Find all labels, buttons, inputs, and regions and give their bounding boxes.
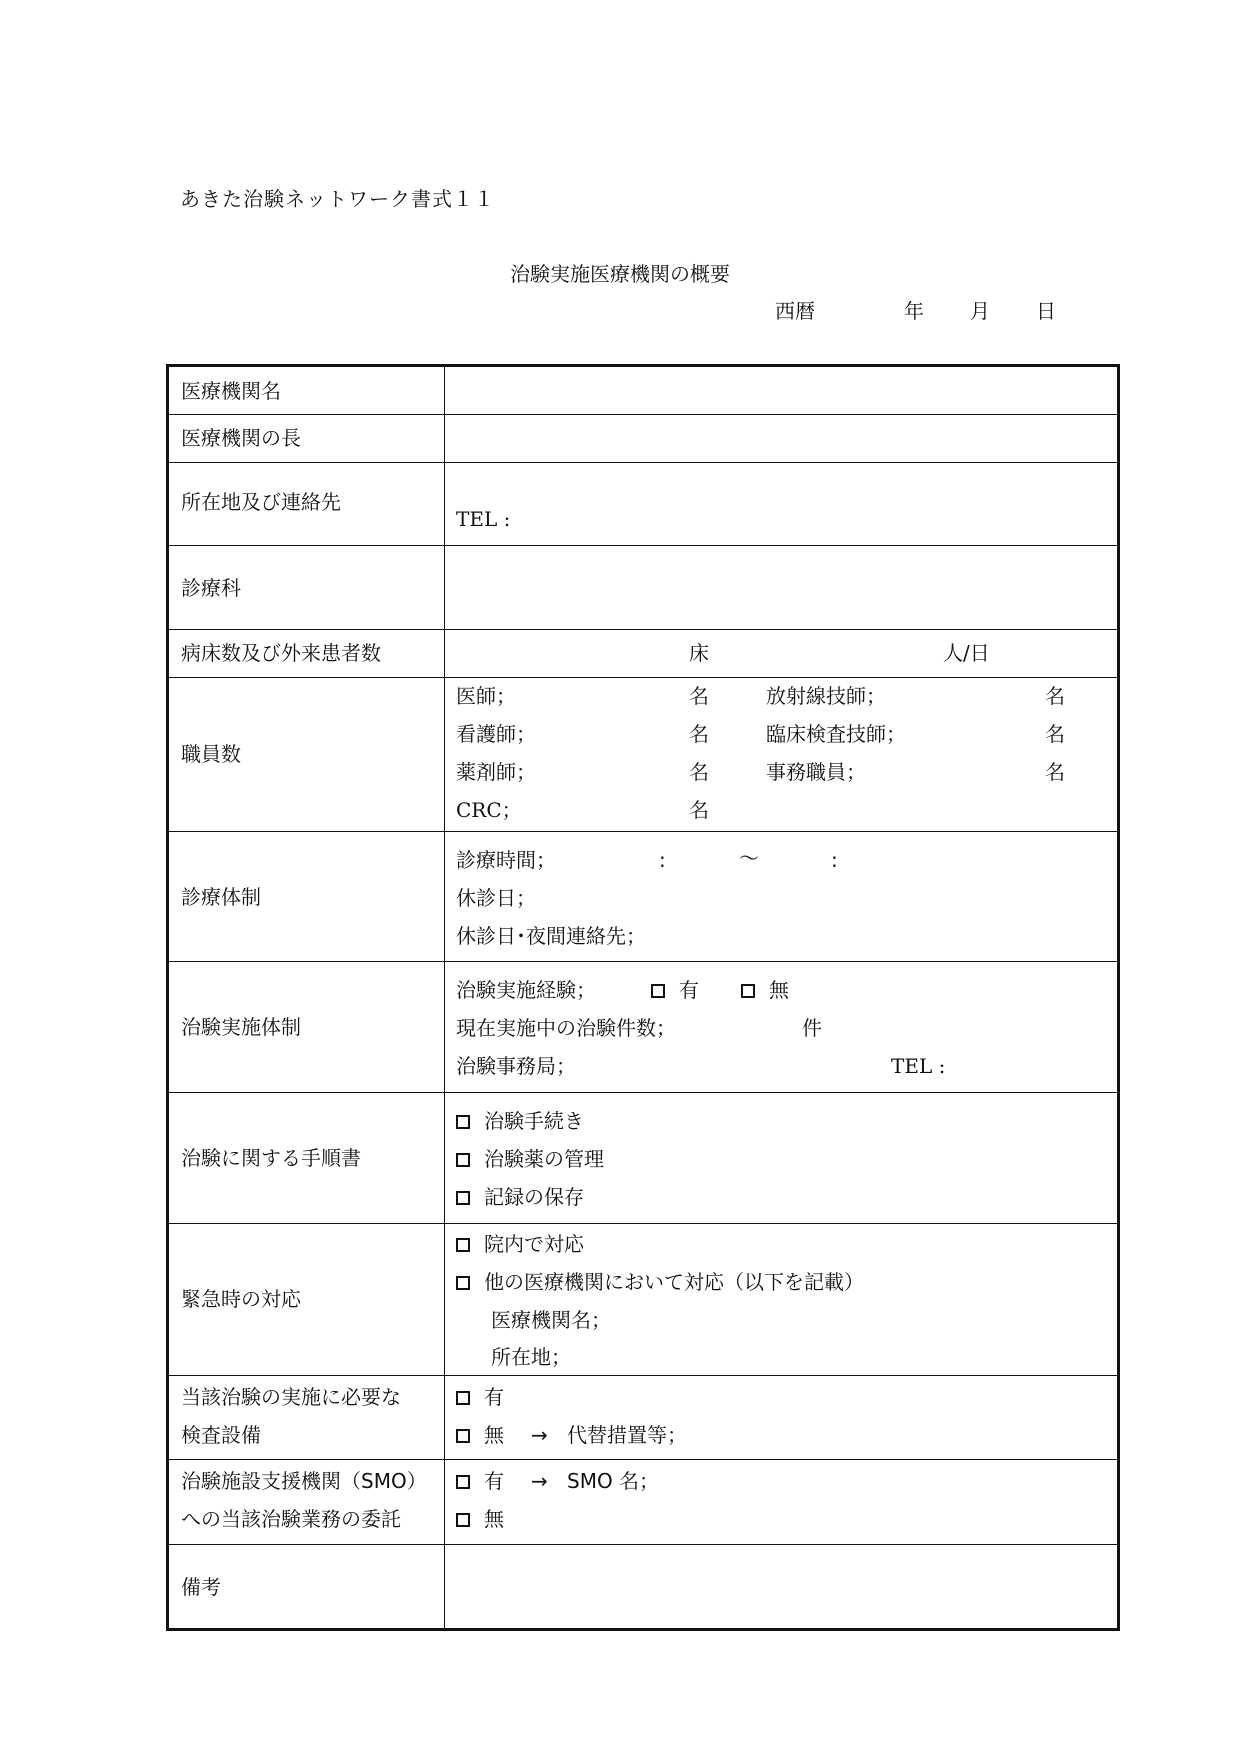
procedure-item[interactable]: 治験手続き [456, 1103, 584, 1139]
staff-nurse: 看護師； [456, 722, 536, 746]
procedure-item[interactable]: 記録の保存 [456, 1179, 584, 1215]
smo-name: SMO 名； [567, 1469, 660, 1493]
label-institution-name: 医療機関名 [181, 379, 281, 403]
row-procedures [169, 1093, 1117, 1224]
row-address [169, 463, 1117, 546]
trial-experience: 治験実施経験； [456, 978, 596, 1002]
bed-unit: 床 [689, 641, 709, 665]
label-departments: 診療科 [181, 576, 241, 600]
document-title: 治験実施医療機関の概要 [510, 262, 730, 286]
label-smo-line2: への当該治験業務の委託 [181, 1507, 401, 1531]
row-clinical-system [169, 832, 1117, 962]
staff-crc-unit: 名 [689, 798, 709, 822]
staff-radiologist-unit: 名 [1045, 684, 1065, 708]
staff-pharmacist-unit: 名 [689, 760, 709, 784]
trial-experience-yes[interactable]: 有 [651, 972, 699, 1008]
staff-lab-tech: 臨床検査技師； [766, 722, 906, 746]
clinical-hours-colon-2: : [831, 848, 838, 872]
date-year-label: 年 [904, 299, 924, 323]
row-remarks [169, 1545, 1117, 1628]
label-beds: 病床数及び外来患者数 [181, 641, 381, 665]
checkbox-icon [456, 1391, 470, 1405]
emergency-location: 所在地； [491, 1345, 571, 1369]
emergency-institution: 医療機関名； [491, 1308, 611, 1332]
checkbox-icon [456, 1475, 470, 1489]
trial-count-unit: 件 [802, 1016, 822, 1040]
trial-experience-no[interactable]: 無 [741, 972, 789, 1008]
procedure-item[interactable]: 治験薬の管理 [456, 1141, 604, 1177]
row-institution-name [169, 367, 1117, 415]
staff-clerk-unit: 名 [1045, 760, 1065, 784]
emergency-internal-option[interactable]: 院内で対応 [456, 1226, 584, 1262]
row-equipment [169, 1376, 1117, 1460]
checkbox-icon [456, 1429, 470, 1443]
label-address: 所在地及び連絡先 [181, 490, 341, 514]
equipment-arrow: → [531, 1423, 548, 1447]
row-departments [169, 546, 1117, 630]
label-procedures: 治験に関する手順書 [181, 1146, 361, 1170]
staff-crc: CRC； [456, 798, 522, 822]
label-staff: 職員数 [181, 742, 241, 766]
label-smo-line1: 治験施設支援機関（SMO） [181, 1469, 427, 1493]
label-equipment-line1: 当該治験の実施に必要な [181, 1385, 401, 1409]
row-trial-system [169, 962, 1117, 1093]
clinical-hours-tilde: 〜 [739, 846, 759, 870]
row-staff [169, 678, 1117, 832]
staff-doctor: 医師； [456, 684, 516, 708]
label-remarks: 備考 [181, 1575, 221, 1599]
checkbox-icon [456, 1153, 470, 1167]
staff-nurse-unit: 名 [689, 722, 709, 746]
date-month-label: 月 [970, 299, 990, 323]
equipment-yes[interactable]: 有 [456, 1379, 504, 1415]
row-smo [169, 1460, 1117, 1545]
row-institution-head [169, 415, 1117, 463]
checkbox-icon [741, 984, 755, 998]
staff-radiologist: 放射線技師； [766, 684, 886, 708]
patient-unit: 人/日 [943, 641, 990, 665]
checkbox-icon [456, 1513, 470, 1527]
label-emergency: 緊急時の対応 [181, 1287, 301, 1311]
checkbox-icon [456, 1115, 470, 1129]
staff-doctor-unit: 名 [689, 684, 709, 708]
clinical-holiday: 休診日； [456, 886, 536, 910]
trial-office: 治験事務局； [456, 1054, 576, 1078]
smo-arrow: → [531, 1469, 548, 1493]
date-era: 西暦 [775, 299, 815, 323]
address-tel-label: TEL : [456, 507, 511, 531]
row-beds [169, 630, 1117, 678]
row-emergency [169, 1224, 1117, 1376]
trial-current-count: 現在実施中の治験件数； [456, 1016, 676, 1040]
clinical-hours: 診療時間； [456, 848, 556, 872]
smo-yes[interactable]: 有 [456, 1463, 504, 1499]
staff-pharmacist: 薬剤師； [456, 760, 536, 784]
staff-lab-tech-unit: 名 [1045, 722, 1065, 746]
emergency-external-option[interactable]: 他の医療機関において対応（以下を記載） [456, 1264, 864, 1300]
checkbox-icon [456, 1238, 470, 1252]
clinical-hours-colon-1: : [659, 848, 666, 872]
smo-no[interactable]: 無 [456, 1501, 504, 1537]
trial-office-tel-label: TEL : [891, 1054, 946, 1078]
date-day-label: 日 [1036, 299, 1056, 323]
checkbox-icon [651, 984, 665, 998]
staff-clerk: 事務職員； [766, 760, 866, 784]
checkbox-icon [456, 1276, 470, 1290]
equipment-alternative: 代替措置等； [567, 1423, 687, 1447]
label-institution-head: 医療機関の長 [181, 426, 301, 450]
checkbox-icon [456, 1191, 470, 1205]
label-clinical-system: 診療体制 [181, 885, 261, 909]
overview-form-table [166, 364, 1120, 1631]
equipment-no[interactable]: 無 [456, 1417, 504, 1453]
form-id: あきた治験ネットワーク書式１１ [180, 187, 495, 211]
label-trial-system: 治験実施体制 [181, 1015, 301, 1039]
clinical-holiday-contact: 休診日･夜間連絡先； [456, 924, 646, 948]
label-equipment-line2: 検査設備 [181, 1423, 261, 1447]
